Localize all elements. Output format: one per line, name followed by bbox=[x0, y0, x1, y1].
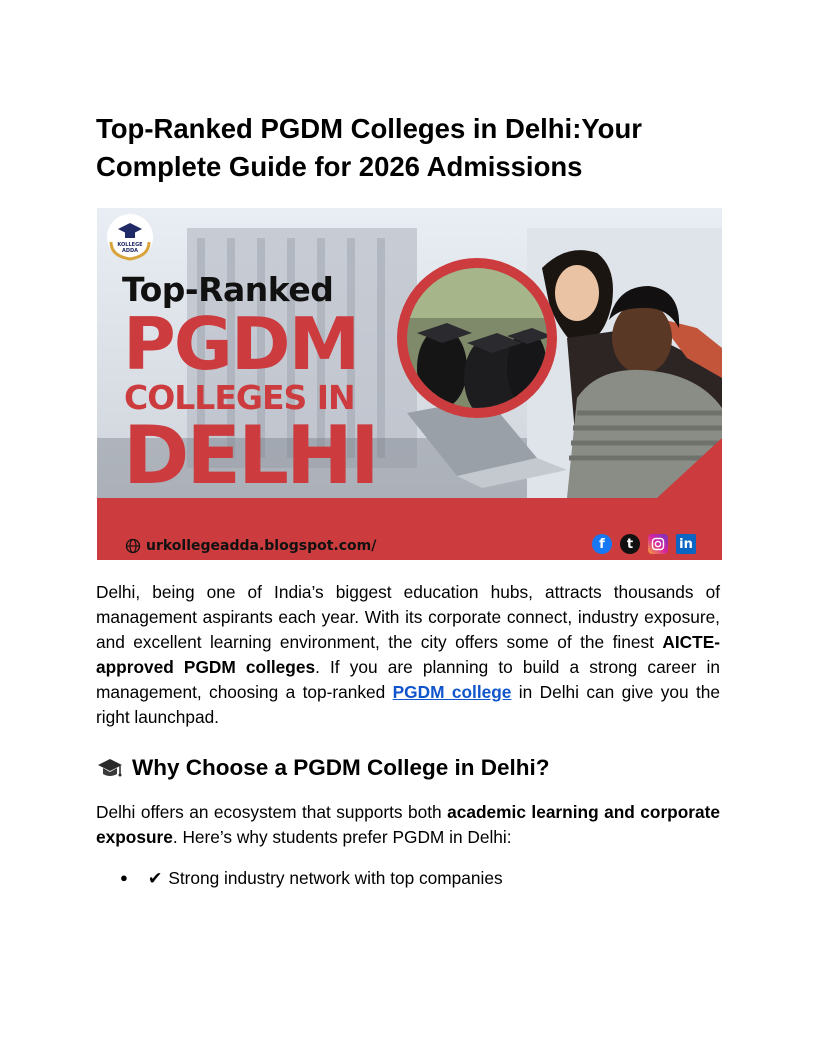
intro-paragraph bbox=[96, 580, 720, 730]
intro-text-3: in Delhi can give you the right launchpad. bbox=[96, 682, 720, 727]
kollege-adda-logo bbox=[105, 212, 155, 262]
intro-text-2: . If you are planning to build a strong career in management, choosing a top-ranked bbox=[96, 657, 720, 702]
logo-text-2: ADDA bbox=[121, 248, 139, 254]
section-heading-text: Why Choose a PGDM College in Delhi? bbox=[132, 755, 550, 780]
graduation-cap-icon bbox=[96, 756, 124, 780]
check-icon: ✔ bbox=[147, 868, 163, 888]
intro-text-1: Delhi, being one of India’s biggest education hubs, attracts thousands of management aspirants each year. With its corporate connect, industry exposure, and excellent learning environment, the city offers some of the finest bbox=[96, 582, 720, 652]
page-title: Top-Ranked PGDM Colleges in Delhi:Your Complete Guide for 2026 Admissions bbox=[96, 113, 642, 182]
banner-image bbox=[97, 208, 722, 560]
list-item bbox=[120, 866, 503, 890]
banner-url-text: urkollegeadda.blogspot.com/ bbox=[146, 538, 377, 554]
linkedin-icon: in bbox=[676, 534, 696, 554]
reasons-list bbox=[120, 866, 503, 890]
intro-bold-aicte: AICTE-approved PGDM colleges bbox=[96, 632, 720, 677]
banner-heading-pgdm: PGDM bbox=[123, 302, 359, 386]
banner-heading-colleges-in: COLLEGES IN bbox=[124, 378, 355, 417]
section-paragraph bbox=[96, 800, 720, 850]
social-icons bbox=[592, 534, 696, 554]
facebook-icon: f bbox=[592, 534, 612, 554]
section-text-2: . Here’s why students prefer PGDM in Delhi: bbox=[172, 827, 512, 847]
bullet-dot: ● bbox=[120, 870, 128, 885]
globe-icon bbox=[125, 538, 141, 554]
section-bold-academic: academic learning and corporate exposure bbox=[96, 802, 720, 847]
banner-website bbox=[125, 538, 376, 554]
list-item-text: Strong industry network with top companies bbox=[168, 868, 503, 888]
banner-heading-top-ranked: Top-Ranked bbox=[122, 270, 334, 309]
logo-text-1: KOLLEGE bbox=[117, 242, 143, 248]
section-text-1: Delhi offers an ecosystem that supports both bbox=[96, 802, 448, 822]
tumblr-icon: t bbox=[620, 534, 640, 554]
section-heading bbox=[96, 752, 550, 784]
instagram-icon bbox=[648, 534, 668, 554]
pgdm-college-link[interactable]: PGDM college bbox=[392, 682, 512, 702]
banner-heading-delhi: DELHI bbox=[123, 409, 377, 502]
